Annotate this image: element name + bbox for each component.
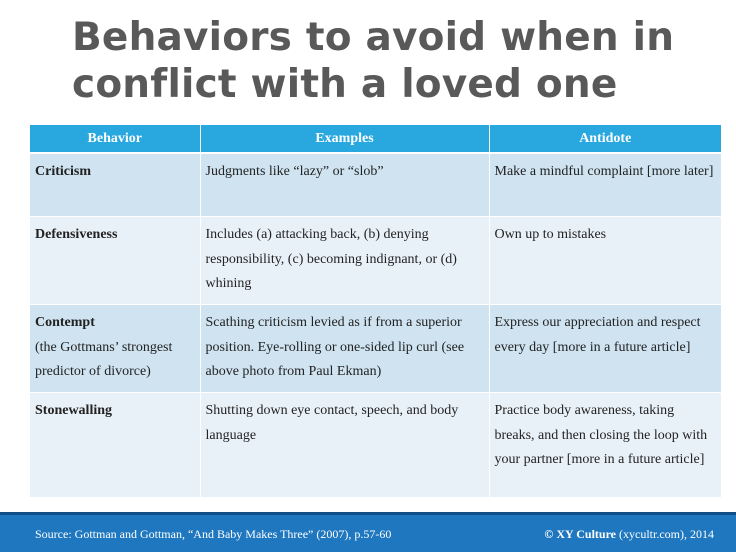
table-row-criticism bbox=[30, 153, 721, 217]
behavior-name: Defensiveness bbox=[35, 227, 118, 242]
header-behavior: Behavior bbox=[30, 125, 200, 153]
antidote-cell: Practice body awareness, taking breaks, and then closing the loop with your partner [more in a future article] bbox=[489, 393, 721, 498]
slide-title bbox=[72, 14, 712, 108]
examples-cell: Includes (a) attacking back, (b) denying responsibility, (c) becoming indignant, or (d) whining bbox=[200, 217, 489, 305]
table-row-stonewalling bbox=[30, 393, 721, 498]
examples-cell: Judgments like “lazy” or “slob” bbox=[200, 153, 489, 217]
header-examples: Examples bbox=[200, 125, 489, 153]
behavior-name: Criticism bbox=[35, 164, 91, 179]
copyright-symbol: © bbox=[544, 527, 554, 541]
source-citation: Source: Gottman and Gottman, “And Baby Makes Three” (2007), p.57-60 bbox=[35, 527, 392, 541]
examples-cell: Shutting down eye contact, speech, and body language bbox=[200, 393, 489, 498]
table-row-defensiveness bbox=[30, 217, 721, 305]
examples-cell: Scathing criticism levied as if from a superior position. Eye-rolling or one-sided lip curl (see above photo from Paul Ekman) bbox=[200, 305, 489, 393]
antidote-cell: Make a mindful complaint [more later] bbox=[489, 153, 721, 217]
behavior-name: Stonewalling bbox=[35, 403, 113, 418]
copyright-notice bbox=[544, 527, 714, 542]
behavior-note: (the Gottmans’ strongest predictor of divorce) bbox=[35, 339, 173, 379]
behavior-cell bbox=[30, 217, 200, 305]
behavior-cell bbox=[30, 393, 200, 498]
table-header-row bbox=[30, 125, 721, 153]
table-row-contempt bbox=[30, 305, 721, 393]
antidote-cell: Express our appreciation and respect every day [more in a future article] bbox=[489, 305, 721, 393]
copyright-rest: (xycultr.com), 2014 bbox=[619, 527, 714, 541]
behavior-cell bbox=[30, 153, 200, 217]
slide-title-line-1: Behaviors to avoid when in bbox=[72, 15, 675, 60]
antidote-cell: Own up to mistakes bbox=[489, 217, 721, 305]
behaviors-table bbox=[30, 125, 721, 498]
footer-bar bbox=[0, 512, 736, 552]
copyright-brand: XY Culture bbox=[556, 527, 617, 541]
behavior-name: Contempt bbox=[35, 315, 95, 330]
slide-title-line-2: conflict with a loved one bbox=[72, 62, 618, 107]
behavior-cell bbox=[30, 305, 200, 393]
header-antidote: Antidote bbox=[489, 125, 721, 153]
